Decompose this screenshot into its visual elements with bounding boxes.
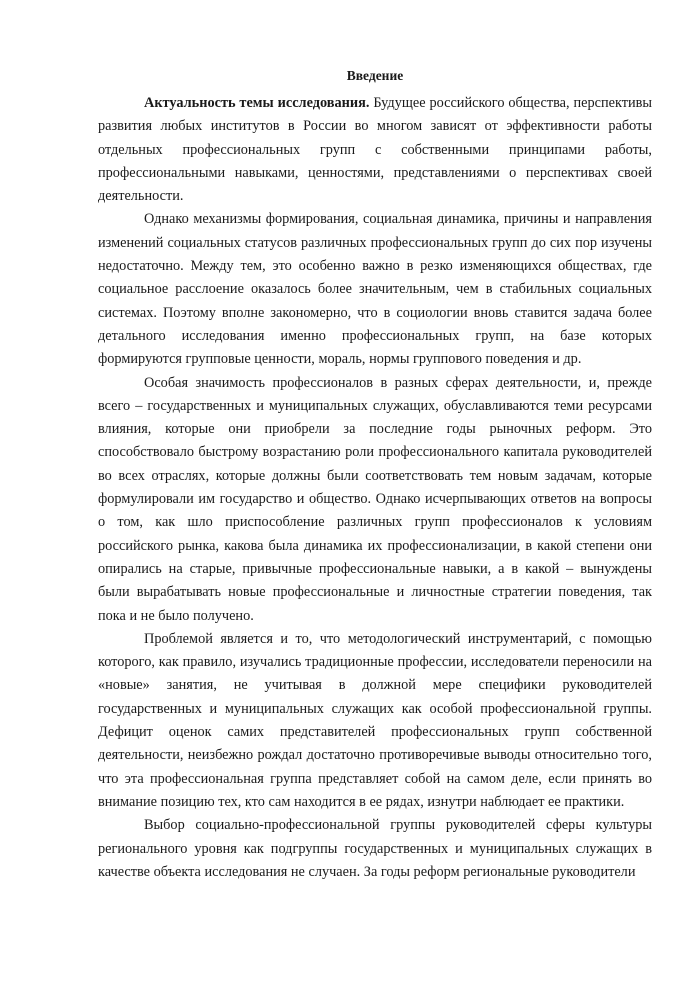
- paragraph-choice: [98, 814, 652, 884]
- section-title: Введение: [346, 68, 404, 83]
- paragraph-significance: [98, 372, 652, 628]
- paragraph-text: Проблемой является и то, что методологический инструментарий, с помощью которого, как правило, изучались традиционные профессии, исследователи переносили на «новые» занятия, не учитывая в должной мере специфики руководителей государственных и муниципальных служащих как особой профессиональной группы. Дефицит оценок самих представителей профессиональных групп собственной деятельности, неизбежно рождал достаточно противоречивые выводы относительно того, что эта профессиональная группа представляет собой на самом деле, если принять во внимание позицию тех, кто сам находится в ее рядах, изнутри наблюдает ее практики.: [98, 630, 652, 810]
- paragraph-text: Однако механизмы формирования, социальная динамика, причины и направления изменений социальных статусов различных профессиональных групп до сих пор изучены недостаточно. Между тем, это особенно важно в резко изменяющихся обществах, где социальное расслоение оказалось более значительным, чем в стабильных социальных системах. Поэтому вполне закономерно, что в социологии вновь ставится задача более детального исследования именно профессиональных групп, на базе которых формируются групповые ценности, мораль, нормы группового поведения и др.: [98, 211, 652, 368]
- paragraph-text: Будущее российского общества, перспективы развития любых институтов в России во многом зависят от эффективности работы отдельных профессиональных групп с собственными принципами работы, профессиональными навыками, ценностями, представлениями о перспективах своей деятельности.: [98, 95, 652, 205]
- paragraph-relevance: [98, 92, 652, 208]
- paragraph-mechanisms: [98, 208, 652, 371]
- paragraph-problem: [98, 628, 652, 814]
- paragraph-text: Особая значимость профессионалов в разных сферах деятельности, и, прежде всего – государственных и муниципальных служащих, обуславливаются теми ресурсами влияния, которые они приобрели за последние годы рыночных реформ. Это способствовало быстрому возрастанию роли профессионального капитала руководителей во всех отраслях, которые должны были соответствовать тем новым задачам, которые формулировали им государство и общество. Однако исчерпывающих ответов на вопросы о том, как шло приспособление различных групп профессионалов к условиям российского рынка, какова была динамика их профессионализации, в какой степени они опирались на старые, привычные профессиональные навыки, а в какой – вынуждены были вырабатывать новые профессиональные и личностные стратегии поведения, так пока и не было получено.: [98, 374, 652, 624]
- paragraph-text: Выбор социально-профессиональной группы руководителей сферы культуры регионального уровня как подгруппы государственных и муниципальных служащих в качестве объекта исследования не случаен. За годы реформ региональные руководители: [98, 817, 652, 880]
- paragraph-lead: Актуальность темы исследования.: [144, 95, 370, 111]
